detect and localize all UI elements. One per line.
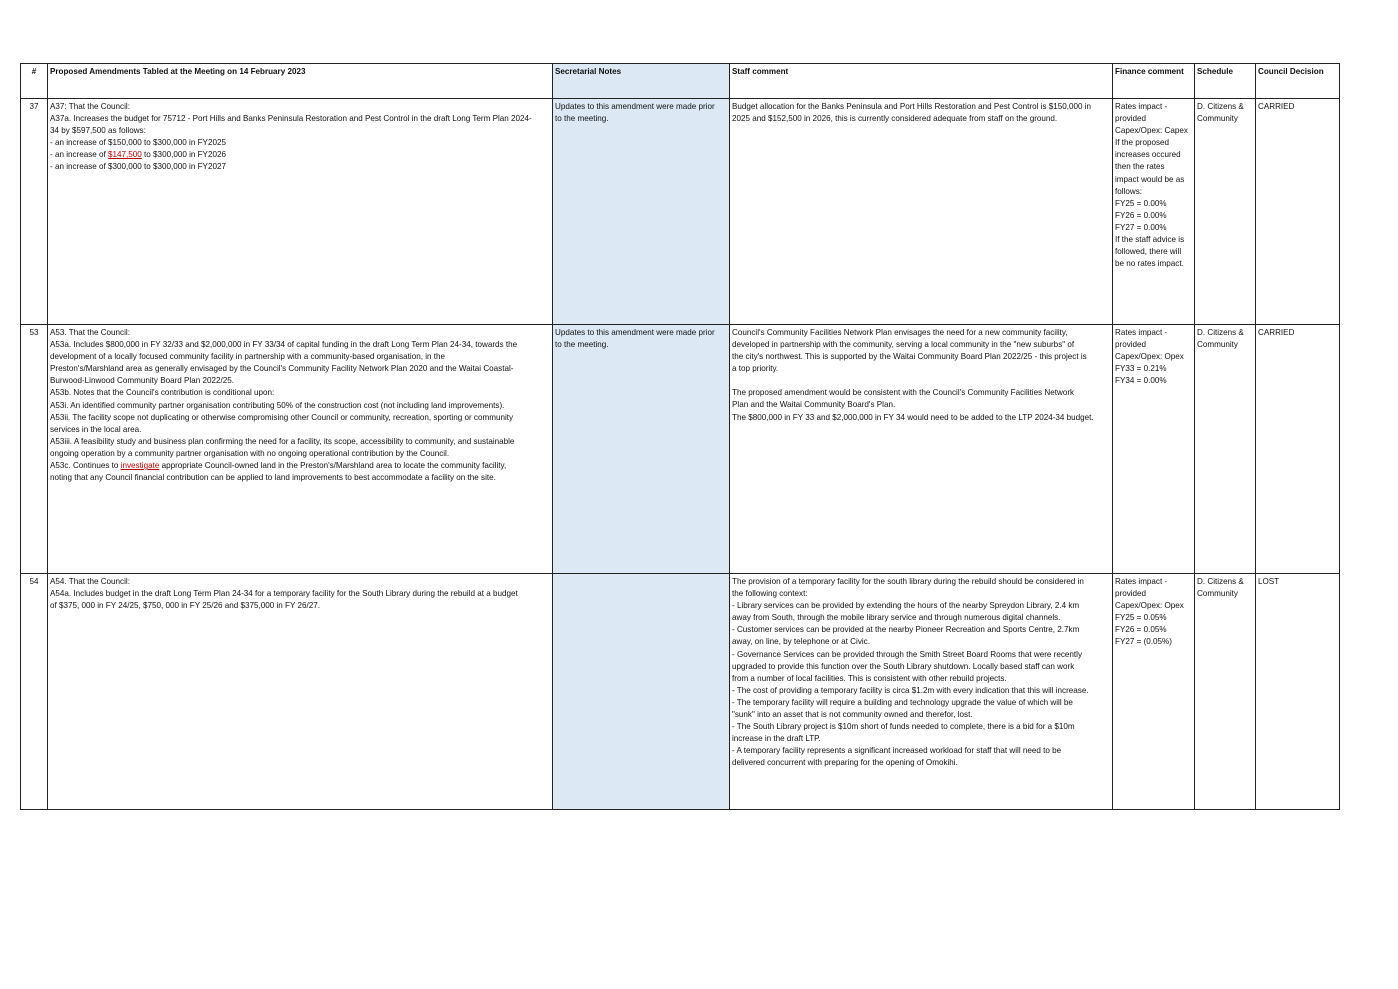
amendment-text: A53c. Continues to — [50, 461, 121, 471]
schedule-line: D. Citizens & — [1197, 328, 1244, 337]
finance-line: FY27 = (0.05%) — [1115, 637, 1172, 647]
finance-line: FY27 = 0.00% — [1115, 222, 1167, 232]
finance-line: FY26 = 0.00% — [1115, 210, 1167, 220]
amendment-line: development of a locally focused community facility in partnership with a community-based organisation, in the — [50, 352, 445, 362]
header-schedule: Schedule — [1195, 64, 1256, 99]
amendment-line: - an increase of $300,000 to $300,000 in FY2027 — [50, 162, 226, 172]
amendment-line: A37: That the Council: — [50, 102, 130, 111]
finance-line: FY25 = 0.05% — [1115, 613, 1167, 623]
staff-comment-cell — [730, 99, 1113, 325]
schedule-cell — [1195, 325, 1256, 574]
secretarial-line: Updates to this amendment were made prior — [555, 328, 715, 337]
staff-line: - Library services can be provided by extending the hours of the nearby Spreydon Library, 2.4 km — [732, 601, 1080, 611]
amendments-table — [20, 63, 1340, 810]
staff-line: increase in the draft LTP. — [732, 734, 821, 744]
staff-line: The $800,000 in FY 33 and $2,000,000 in FY 34 would need to be added to the LTP 2024-34 budget. — [732, 412, 1094, 422]
staff-line: the city's northwest. This is supported by the Waitai Community Board Plan 2022/25 - this project is — [732, 352, 1087, 362]
table-row — [21, 325, 1340, 574]
finance-line: If the proposed — [1115, 138, 1169, 148]
secretarial-notes-cell — [553, 325, 730, 574]
finance-comment-cell — [1113, 99, 1195, 325]
staff-line: the following context: — [732, 589, 808, 599]
proposed-amendment-cell — [48, 99, 553, 325]
finance-line: Capex/Opex: Opex — [1115, 352, 1184, 362]
schedule-line: D. Citizens & — [1197, 102, 1244, 111]
row-number: 53 — [21, 325, 48, 574]
header-row — [21, 64, 1340, 99]
staff-line: "sunk" into an asset that is not community owned and therefor, lost. — [732, 710, 973, 720]
finance-line: FY33 = 0.21% — [1115, 364, 1167, 374]
finance-line: FY25 = 0.00% — [1115, 198, 1167, 208]
schedule-line: Community — [1197, 114, 1238, 124]
schedule-line: Community — [1197, 589, 1238, 599]
amendment-text: to $300,000 in FY2026 — [141, 150, 226, 160]
schedule-line: Community — [1197, 340, 1238, 350]
finance-line: followed, there will — [1115, 247, 1182, 257]
proposed-amendment-cell — [48, 325, 553, 574]
amendment-line: A54a. Includes budget in the draft Long Term Plan 24-34 for a temporary facility for the South Library during the rebuild at a budget — [50, 589, 518, 599]
header-council-decision: Council Decision — [1256, 64, 1340, 99]
row-number: 54 — [21, 574, 48, 810]
finance-line: Capex/Opex: Capex — [1115, 126, 1188, 136]
finance-line: then the rates — [1115, 162, 1165, 172]
council-decision-cell: CARRIED — [1256, 99, 1340, 325]
table-row — [21, 99, 1340, 325]
staff-line: upgraded to provide this function over the South Library shutdown. Locally based staff can work — [732, 661, 1075, 671]
finance-line: be no rates impact. — [1115, 259, 1184, 269]
council-decision-cell: CARRIED — [1256, 325, 1340, 574]
finance-line: Rates impact - — [1115, 102, 1168, 111]
amendment-line: services in the local area. — [50, 424, 142, 434]
amendment-line: - an increase of $150,000 to $300,000 in FY2025 — [50, 138, 226, 148]
header-secretarial-notes: Secretarial Notes — [553, 64, 730, 99]
header-number: # — [21, 64, 48, 99]
staff-line: Council's Community Facilities Network Plan envisages the need for a new community facility, — [732, 328, 1068, 337]
finance-line: impact would be as — [1115, 174, 1185, 184]
amendment-line: Burwood-Linwood Community Board Plan 2022/25. — [50, 376, 235, 386]
amendment-line: ongoing operation by a community partner organisation with no ongoing operational contribution by the Council. — [50, 448, 450, 458]
staff-line: The provision of a temporary facility for the south library during the rebuild should be considered in — [732, 577, 1084, 586]
secretarial-line: to the meeting. — [555, 114, 609, 124]
staff-line: 2025 and $152,500 in 2026, this is currently considered adequate from staff on the ground. — [732, 114, 1058, 124]
amendment-text: - an increase of — [50, 150, 109, 160]
finance-line: FY34 = 0.00% — [1115, 376, 1167, 386]
staff-line: a top priority. — [732, 364, 779, 374]
finance-line: increases occured — [1115, 150, 1181, 160]
staff-line: developed in partnership with the community, serving a local community in the "new suburbs" of — [732, 340, 1075, 350]
amendment-line: A53iii. A feasibility study and business plan confirming the need for a facility, its scope, accessibility to community, and sustainable — [50, 436, 515, 446]
amendment-line — [50, 460, 550, 472]
amendment-line: of $375, 000 in FY 24/25, $750, 000 in FY 25/26 and $375,000 in FY 26/27. — [50, 601, 321, 611]
staff-line: - Governance Services can be provided through the Smith Street Board Rooms that were recently — [732, 649, 1083, 659]
staff-comment-cell — [730, 574, 1113, 810]
finance-line: provided — [1115, 589, 1147, 599]
staff-line: Budget allocation for the Banks Peninsula and Port Hills Restoration and Pest Control is $150,000 in — [732, 102, 1092, 111]
secretarial-notes-cell — [553, 574, 730, 810]
staff-line: away, on line, by telephone or at Civic. — [732, 637, 870, 647]
staff-line: The proposed amendment would be consistent with the Council's Community Facilities Network — [732, 388, 1075, 398]
staff-line: from a number of local facilities. This is consistent with other rebuild projects. — [732, 673, 1007, 683]
finance-line: Capex/Opex: Opex — [1115, 601, 1184, 611]
finance-line: Rates impact - — [1115, 577, 1168, 586]
proposed-amendment-cell — [48, 574, 553, 810]
amendment-line: A37a. Increases the budget for 75712 - Port Hills and Banks Peninsula Restoration and Pest Control in the draft Long Term Plan 2024- — [50, 114, 532, 124]
staff-comment-cell — [730, 325, 1113, 574]
finance-line: If the staff advice is — [1115, 235, 1185, 245]
secretarial-line: to the meeting. — [555, 340, 609, 350]
header-staff-comment: Staff comment — [730, 64, 1113, 99]
finance-line: Rates impact - — [1115, 328, 1168, 337]
amendment-line: A53ii. The facility scope not duplicating or otherwise compromising other Council or community, recreation, sporting or community — [50, 412, 514, 422]
finance-line: provided — [1115, 340, 1147, 350]
amendment-line: Preston's/Marshland area as generally envisaged by the Council's Community Facility Network Plan 2020 and the Waitai Coastal- — [50, 364, 514, 374]
secretarial-line: Updates to this amendment were made prior — [555, 102, 715, 111]
amendment-line: 34 by $597,500 as follows: — [50, 126, 146, 136]
finance-comment-cell — [1113, 574, 1195, 810]
amendment-line: A53. That the Council: — [50, 328, 130, 337]
amendment-line — [50, 149, 550, 161]
staff-line: - A temporary facility represents a significant increased workload for staff that will need to be — [732, 746, 1062, 756]
staff-line: - The cost of providing a temporary facility is circa $1.2m with every indication that this will increase. — [732, 685, 1089, 695]
schedule-cell — [1195, 574, 1256, 810]
finance-line: FY26 = 0.05% — [1115, 625, 1167, 635]
header-finance-comment: Finance comment — [1113, 64, 1195, 99]
staff-line: away from South, through the mobile library service and through numerous digital channels. — [732, 613, 1061, 623]
amendment-line: A54. That the Council: — [50, 577, 130, 586]
finance-line: follows: — [1115, 186, 1142, 196]
amendment-line: A53b. Notes that the Council's contribution is conditional upon: — [50, 388, 275, 398]
tracked-change-text: $147,500 — [108, 150, 142, 160]
finance-comment-cell — [1113, 325, 1195, 574]
header-proposed-amendments: Proposed Amendments Tabled at the Meeting on 14 February 2023 — [48, 64, 553, 99]
amendment-line: noting that any Council financial contribution can be applied to land improvements to best accommodate a facility on the site. — [50, 473, 496, 483]
tracked-change-text: investigate — [120, 461, 160, 471]
council-decision-cell: LOST — [1256, 574, 1340, 810]
staff-line: - Customer services can be provided at the nearby Pioneer Recreation and Sports Centre, 2.7km — [732, 625, 1080, 635]
finance-line: provided — [1115, 114, 1147, 124]
staff-line: - The South Library project is $10m short of funds needed to complete, there is a bid for a $10m — [732, 722, 1075, 732]
schedule-line: D. Citizens & — [1197, 577, 1244, 586]
staff-line: Plan and the Waitai Community Board's Plan. — [732, 400, 896, 410]
staff-line: delivered concurrent with preparing for the opening of Omokihi. — [732, 758, 958, 768]
amendment-line: A53i. An identified community partner organisation contributing 50% of the construction cost (not including land improvements). — [50, 400, 505, 410]
amendment-text: appropriate Council-owned land in the Preston's/Marshland area to locate the community facility, — [159, 461, 507, 471]
schedule-cell — [1195, 99, 1256, 325]
staff-line: - The temporary facility will require a building and technology upgrade the value of which will be — [732, 697, 1073, 707]
paragraph-gap — [732, 375, 1110, 387]
row-number: 37 — [21, 99, 48, 325]
table-row — [21, 574, 1340, 810]
secretarial-notes-cell — [553, 99, 730, 325]
amendment-line: A53a. Includes $800,000 in FY 32/33 and $2,000,000 in FY 33/34 of capital funding in the draft Long Term Plan 24-34, towards the — [50, 340, 518, 350]
